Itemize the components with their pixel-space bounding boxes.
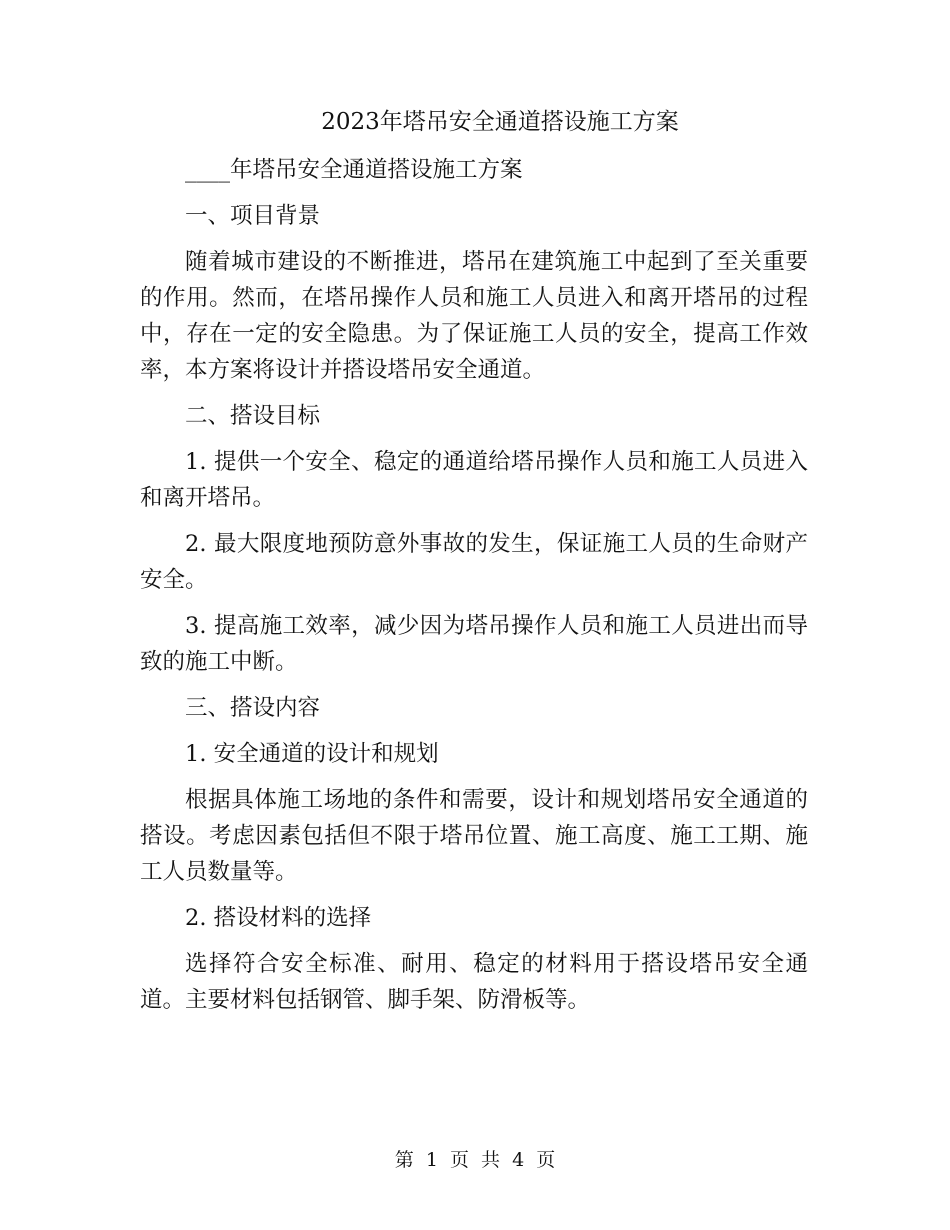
paragraph-background: 随着城市建设的不断推进，塔吊在建筑施工中起到了至关重要的作用。然而，在塔吊操作人员和施工人员进入和离开塔吊的过程中，存在一定的安全隐患。为了保证施工人员的安全，提高工作效率，本方案将设计并搭设塔吊安全通道。	[140, 249, 808, 383]
document-title: 2023年塔吊安全通道搭设施工方案	[321, 109, 679, 135]
footer-label-total: 共	[481, 1149, 501, 1171]
paragraph-subtitle: ____年塔吊安全通道搭设施工方案	[185, 157, 523, 183]
heading-content: 三、搭设内容	[185, 695, 321, 721]
subheading-materials: 2. 搭设材料的选择	[185, 905, 372, 931]
footer-label-page-unit: 页	[449, 1149, 469, 1171]
footer-label-total-unit: 页	[536, 1149, 556, 1171]
footer-total-pages: 4	[512, 1149, 525, 1171]
document-body	[140, 152, 808, 1028]
footer-current-page: 1	[425, 1149, 438, 1171]
paragraph-materials: 选择符合安全标准、耐用、稳定的材料用于搭设塔吊安全通道。主要材料包括钢管、脚手架、防滑板等。	[140, 951, 808, 1013]
goal-item-2: 2. 最大限度地预防意外事故的发生，保证施工人员的生命财产安全。	[140, 531, 808, 593]
footer-label-page: 第	[394, 1149, 414, 1171]
goal-item-1: 1. 提供一个安全、稳定的通道给塔吊操作人员和施工人员进入和离开塔吊。	[140, 449, 808, 511]
paragraph-design: 根据具体施工场地的条件和需要，设计和规划塔吊安全通道的搭设。考虑因素包括但不限于塔吊位置、施工高度、施工工期、施工人员数量等。	[140, 787, 808, 885]
subheading-design: 1. 安全通道的设计和规划	[185, 741, 439, 767]
goal-item-3: 3. 提高施工效率，减少因为塔吊操作人员和施工人员进出而导致的施工中断。	[140, 613, 808, 675]
heading-project-background: 一、项目背景	[185, 203, 321, 229]
page-footer	[0, 1146, 950, 1174]
heading-goals: 二、搭设目标	[185, 403, 321, 429]
